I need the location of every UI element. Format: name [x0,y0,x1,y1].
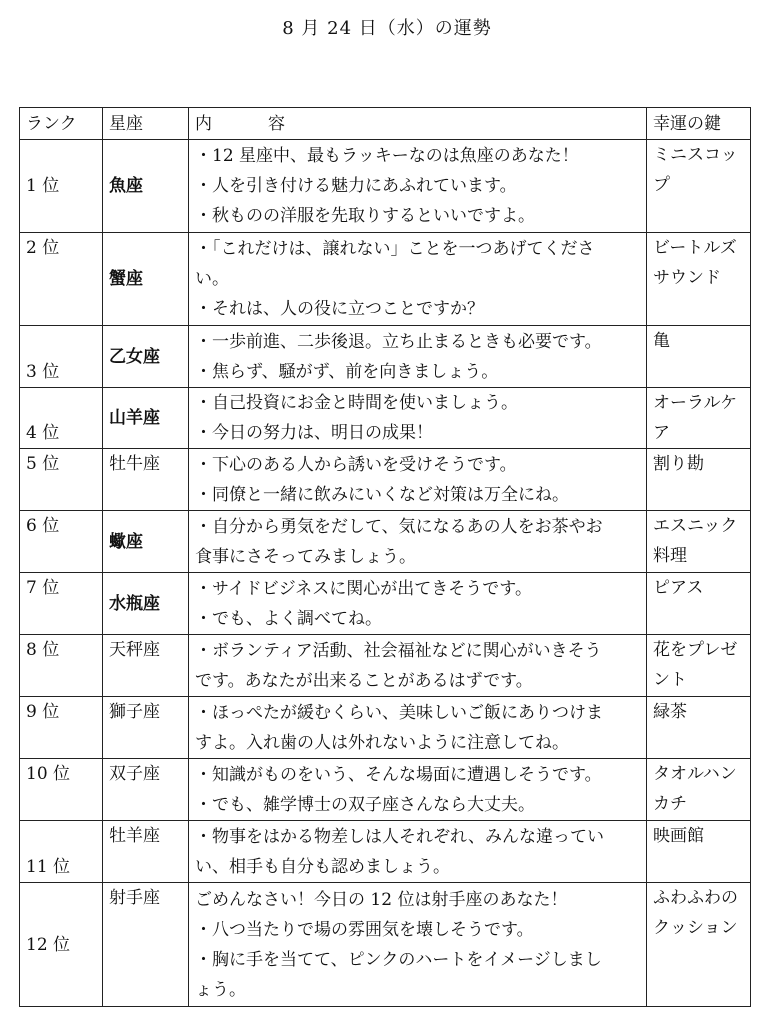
key-line: 花をプレゼ [653,640,738,660]
lucky-key-cell [647,140,751,233]
lucky-key-cell [647,233,751,326]
content-cell [189,697,647,759]
table-row [20,511,751,573]
key-line: ア [653,423,670,443]
key-line: ント [653,670,687,690]
content-cell [189,821,647,883]
key-line: ふわふわの [653,888,738,908]
rank-cell: 2 位 [20,233,103,326]
content-line: ・でも、雑学博士の双子座さんなら大丈夫。 [195,794,535,815]
key-line: オーラルケ [653,393,738,413]
rank-cell: 1 位 [20,140,103,233]
rank-cell: 5 位 [20,449,103,511]
sign-cell: 乙女座 [103,326,189,388]
key-line: ミニスコッ [653,145,738,165]
content-line: ょう。 [195,979,246,1000]
content-line: ・同僚と一緒に飲みにいくなど対策は万全にね。 [195,484,569,505]
table-row [20,233,751,326]
page-title: 8 月 24 日（水）の運勢 [282,18,492,39]
content-line: ・自分から勇気をだして、気になるあの人をお茶やお [195,516,603,537]
lucky-key-cell [647,759,751,821]
sign-cell: 獅子座 [103,697,189,759]
content-line: ・一歩前進、二歩後退。立ち止まるときも必要です。 [195,331,602,352]
table-row [20,573,751,635]
content-line: ・人を引き付ける魅力にあふれています。 [195,176,517,196]
table-row [20,759,751,821]
sign-cell: 天秤座 [103,635,189,697]
key-line: カチ [653,794,687,814]
rank-cell: 10 位 [20,759,103,821]
content-line: ・胸に手を当てて、ピンクのハートをイメージしまし [195,949,602,970]
lucky-key-cell [647,635,751,697]
key-line: 割り勘 [653,454,704,474]
rank-cell: 4 位 [20,388,103,449]
key-line: タオルハン [653,764,737,784]
key-line: クッション [653,918,738,938]
content-cell [189,449,647,511]
content-line: ・物事をはかる物差しは人それぞれ、みんな違ってい [195,826,605,847]
fortune-table [19,107,751,1007]
rank-cell: 6 位 [20,511,103,573]
sign-cell: 山羊座 [103,388,189,449]
key-line: サウンド [653,268,721,288]
content-cell [189,233,647,326]
table-row [20,635,751,697]
sign-cell: 水瓶座 [103,573,189,635]
rank-cell: 7 位 [20,573,103,635]
content-line: ・今日の努力は、明日の成果！ [195,423,433,443]
rank-cell: 12 位 [20,883,103,1007]
content-line: ・下心のある人から誘いを受けそうです。 [195,454,517,475]
key-line: 料理 [653,546,687,566]
content-cell [189,326,647,388]
lucky-key-cell [647,573,751,635]
header-content: 内容 [189,108,647,140]
sign-cell: 牡牛座 [103,449,189,511]
content-cell [189,759,647,821]
key-line: 緑茶 [653,702,687,722]
content-cell [189,573,647,635]
key-line: 亀 [653,331,670,351]
content-line: ・秋ものの洋服を先取りするといいですよ。 [195,206,535,226]
content-line: ごめんなさい！今日の 12 位は射手座のあなた！ [195,889,568,910]
sign-cell: 双子座 [103,759,189,821]
content-cell [189,388,647,449]
content-line: 食事にさそってみましょう。 [195,546,416,567]
table-row [20,326,751,388]
content-line: ・それは、人の役に立つことですか？ [195,299,484,319]
sign-cell: 魚座 [103,140,189,233]
table-row [20,140,751,233]
table-row [20,388,751,449]
lucky-key-cell [647,697,751,759]
header-lucky-key: 幸運の鍵 [647,108,751,140]
sign-cell: 牡羊座 [103,821,189,883]
header-sign: 星座 [103,108,189,140]
key-line: ビートルズ [653,238,737,258]
table-row [20,449,751,511]
table-header-row [20,108,751,140]
content-cell [189,140,647,233]
lucky-key-cell [647,388,751,449]
header-rank: ランク [20,108,103,140]
content-line: ・自己投資にお金と時間を使いましょう。 [195,393,518,413]
key-line: プ [653,175,670,195]
content-line: い、相手も自分も認めましょう。 [195,856,450,877]
lucky-key-cell [647,821,751,883]
table-row [20,883,751,1007]
lucky-key-cell [647,326,751,388]
content-cell [189,635,647,697]
rank-cell: 9 位 [20,697,103,759]
content-line: ・12 星座中、最もラッキーなのは魚座のあなた！ [195,146,579,166]
content-cell [189,883,647,1007]
lucky-key-cell [647,511,751,573]
key-line: 映画館 [653,826,704,846]
lucky-key-cell [647,449,751,511]
rank-cell: 8 位 [20,635,103,697]
sign-cell: 蟹座 [103,233,189,326]
lucky-key-cell [647,883,751,1007]
content-line: です。あなたが出来ることがあるはずです。 [195,670,533,691]
content-line: ・でも、よく調べてね。 [195,608,382,629]
content-line: い。 [195,269,229,289]
content-line: ・八つ当たりで場の雰囲気を壊しそうです。 [195,919,534,940]
content-line: ・ボランティア活動、社会福祉などに関心がいきそう [195,640,602,661]
table-row [20,821,751,883]
content-line: ・知識がものをいう、そんな場面に遭遇しそうです。 [195,764,602,785]
key-line: エスニック [653,516,738,536]
content-line: ・「これだけは、譲れない」ことを一つあげてくださ [195,239,595,259]
content-line: ・焦らず、騒がず、前を向きましょう。 [195,361,499,382]
content-line: ・サイドビジネスに関心が出てきそうです。 [195,578,532,599]
content-line: ・ほっぺたが緩むくらい、美味しいご飯にありつけま [195,702,603,723]
table-row [20,697,751,759]
rank-cell: 3 位 [20,326,103,388]
key-line: ピアス [653,578,704,598]
content-line: すよ。入れ歯の人は外れないように注意してね。 [195,732,569,753]
sign-cell: 射手座 [103,883,189,1007]
sign-cell: 蠍座 [103,511,189,573]
content-cell [189,511,647,573]
rank-cell: 11 位 [20,821,103,883]
